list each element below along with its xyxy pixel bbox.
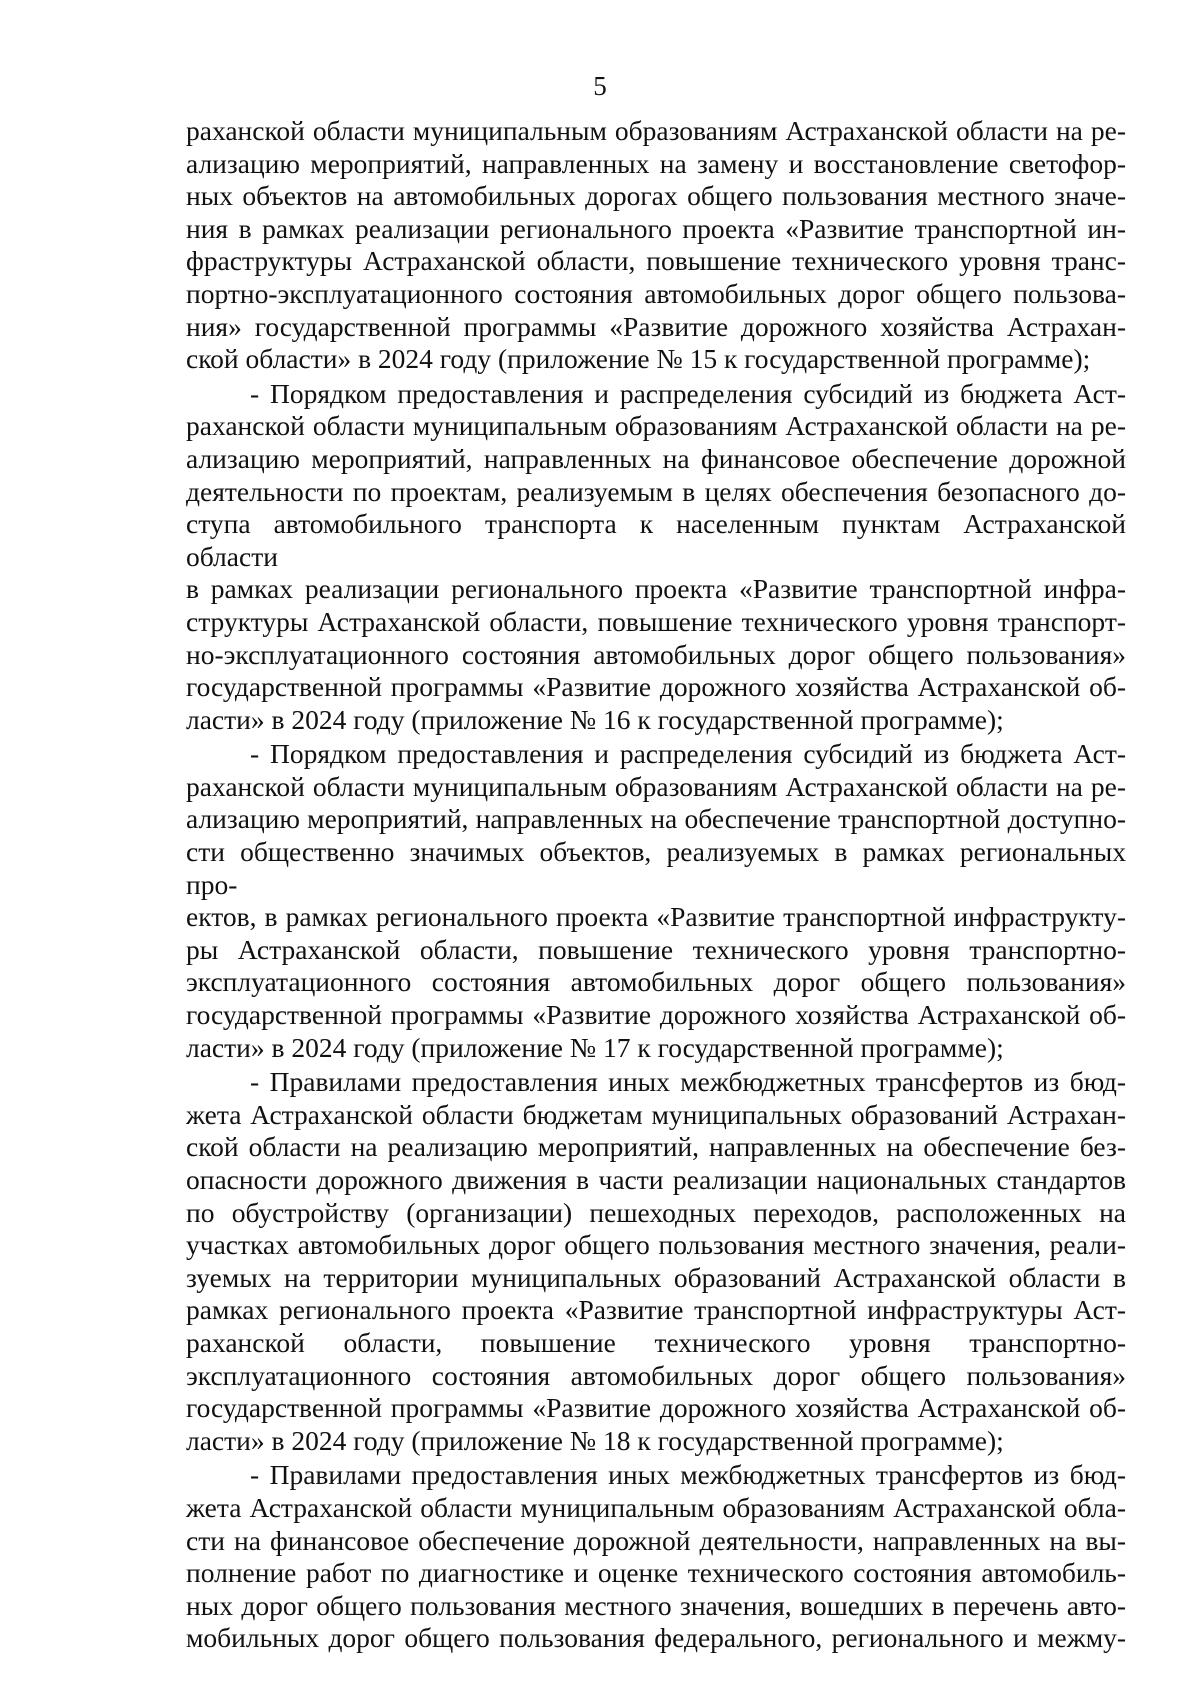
text-line: зуемых на территории муниципальных образований Астраханской области в <box>186 1261 1126 1293</box>
text-line: ных дорог общего пользования местного значения, вошедших в перечень авто- <box>186 1589 1126 1621</box>
text-line: участках автомобильных дорог общего пользования местного значения, реали- <box>186 1229 1126 1261</box>
text-line: мобильных дорог общего пользования федерального, регионального и межму- <box>186 1622 1126 1654</box>
text-line: эксплуатационного состояния автомобильных дорог общего пользования» <box>186 966 1126 998</box>
text-line: раханской области, повышение технического уровня транспортно- <box>186 1326 1126 1358</box>
text-line: жета Астраханской области бюджетам муниципальных образований Астрахан- <box>186 1098 1126 1130</box>
text-line: ния» государственной программы «Развитие дорожного хозяйства Астрахан- <box>186 310 1126 342</box>
text-line: жета Астраханской области муниципальным образованиям Астраханской обла- <box>186 1491 1126 1523</box>
text-line: ектов, в рамках регионального проекта «Развитие транспортной инфраструкту- <box>186 901 1126 933</box>
text-line: фраструктуры Астраханской области, повышение технического уровня транс- <box>186 245 1126 277</box>
text-line: раханской области муниципальным образованиям Астраханской области на ре- <box>186 770 1126 802</box>
text-line: государственной программы «Развитие дорожного хозяйства Астраханской об- <box>186 1392 1126 1424</box>
text-line: полнение работ по диагностике и оценке технического состояния автомобиль- <box>186 1557 1126 1589</box>
text-line: ской области на реализацию мероприятий, направленных на обеспечение без- <box>186 1131 1126 1163</box>
page-number: 5 <box>593 71 607 101</box>
text-line: ступа автомобильного транспорта к населенным пунктам Астраханской области <box>186 508 1126 572</box>
text-line: - Порядком предоставления и распределения субсидий из бюджета Аст- <box>250 738 1126 770</box>
text-line: государственной программы «Развитие дорожного хозяйства Астраханской об- <box>186 999 1126 1031</box>
text-line: раханской области муниципальным образованиям Астраханской области на ре- <box>186 115 1126 146</box>
text-line: - Правилами предоставления иных межбюджетных трансфертов из бюд- <box>250 1066 1126 1098</box>
paragraph <box>186 738 1126 1064</box>
text-line: ласти» в 2024 году (приложение № 18 к государственной программе); <box>186 1424 1004 1456</box>
paragraph <box>186 1459 1126 1655</box>
text-line: ласти» в 2024 году (приложение № 16 к государственной программе); <box>186 703 1004 735</box>
text-line: раханской области муниципальным образованиям Астраханской области на ре- <box>186 410 1126 442</box>
document-body <box>186 115 1126 1655</box>
paragraph <box>186 378 1126 737</box>
text-line: в рамках реализации регионального проекта «Развитие транспортной инфра- <box>186 573 1126 605</box>
text-line: ализацию мероприятий, направленных на замену и восстановление светофор- <box>186 147 1126 179</box>
text-line: деятельности по проектам, реализуемым в целях обеспечения безопасного до- <box>186 475 1126 507</box>
text-line: опасности дорожного движения в части реализации национальных стандартов <box>186 1164 1126 1195</box>
text-line: - Правилами предоставления иных межбюджетных трансфертов из бюд- <box>250 1459 1126 1491</box>
text-line: ализацию мероприятий, направленных на обеспечение транспортной доступно- <box>186 803 1126 835</box>
text-line: эксплуатационного состояния автомобильных дорог общего пользования» <box>186 1359 1126 1391</box>
text-line: государственной программы «Развитие дорожного хозяйства Астраханской об- <box>186 671 1126 703</box>
text-line: - Порядком предоставления и распределения субсидий из бюджета Аст- <box>250 377 1126 409</box>
text-line: ния в рамках реализации регионального проекта «Развитие транспортной ин- <box>186 212 1126 244</box>
text-line: но-эксплуатационного состояния автомобильных дорог общего пользования» <box>186 638 1126 670</box>
text-line: ных объектов на автомобильных дорогах общего пользования местного значе- <box>186 180 1126 212</box>
text-line: портно-эксплуатационного состояния автомобильных дорог общего пользова- <box>186 277 1126 309</box>
text-line: по обустройству (организации) пешеходных переходов, расположенных на <box>186 1196 1126 1228</box>
text-line: ласти» в 2024 году (приложение № 17 к государственной программе); <box>186 1031 1004 1063</box>
text-line: ализацию мероприятий, направленных на финансовое обеспечение дорожной <box>186 442 1126 474</box>
text-line: структуры Астраханской области, повышение технического уровня транспорт- <box>186 605 1126 637</box>
text-line: сти общественно значимых объектов, реализуемых в рамках региональных про- <box>186 836 1126 900</box>
paragraph <box>186 115 1126 376</box>
text-line: рамках регионального проекта «Развитие транспортной инфраструктуры Аст- <box>186 1294 1126 1326</box>
text-line: ры Астраханской области, повышение технического уровня транспортно- <box>186 933 1126 965</box>
paragraph <box>186 1066 1126 1457</box>
text-line: сти на финансовое обеспечение дорожной деятельности, направленных на вы- <box>186 1524 1126 1556</box>
text-line: ской области» в 2024 году (приложение № 15 к государственной программе); <box>186 343 1091 375</box>
